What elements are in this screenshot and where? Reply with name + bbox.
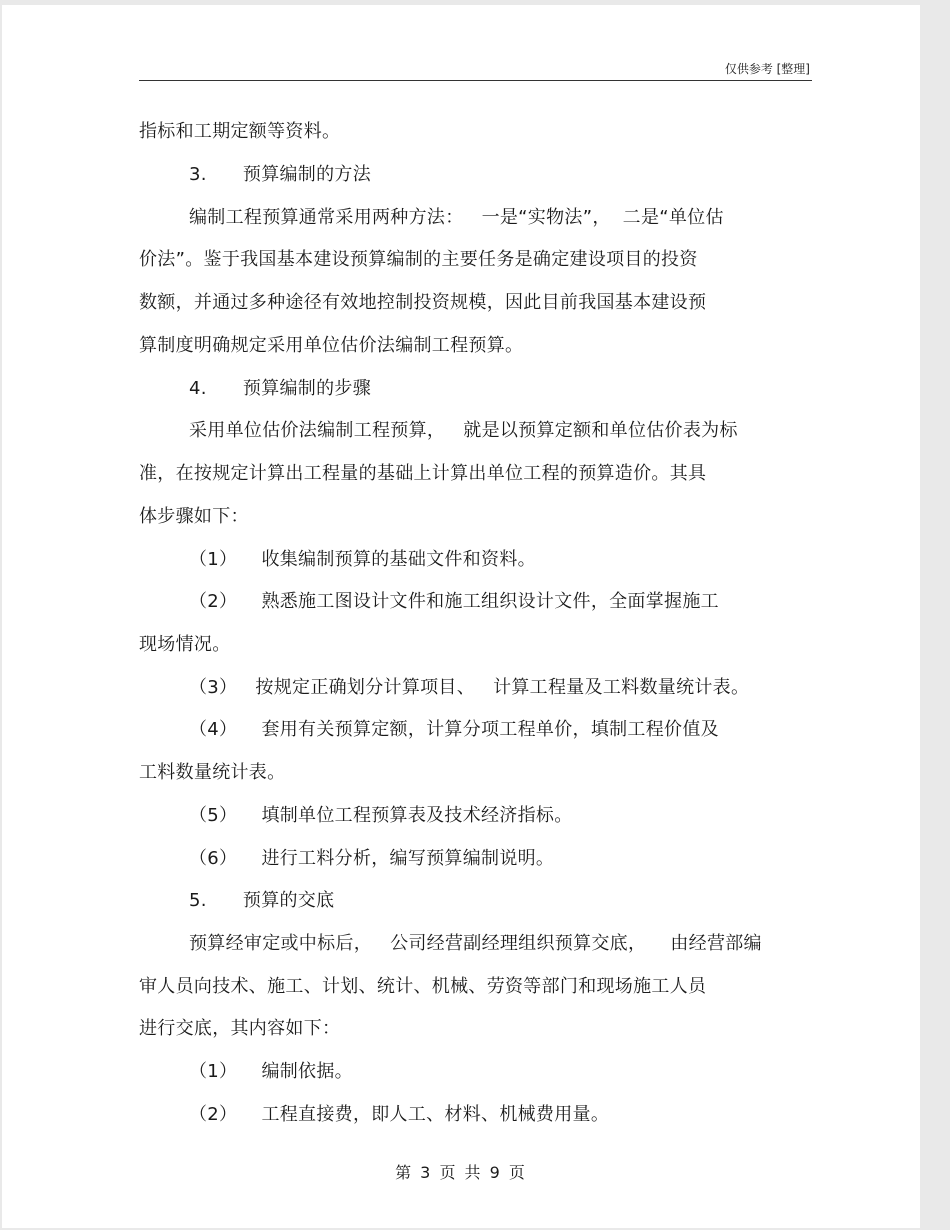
body-line: 算制度明确规定采用单位估价法编制工程预算。 xyxy=(139,335,524,356)
list-item: （6） 进行工料分析，编写预算编制说明。 xyxy=(189,848,555,869)
body-line: 现场情况。 xyxy=(139,634,231,655)
body-line: 准，在按规定计算出工程量的基础上计算出单位工程的预算造价。其具 xyxy=(139,463,707,484)
header-note: 仅供参考 [整理] xyxy=(724,62,810,76)
list-item: （5） 填制单位工程预算表及技术经济指标。 xyxy=(189,805,573,826)
list-item: （3） 按规定正确划分计算项目、 计算工程量及工料数量统计表。 xyxy=(189,677,750,698)
body-line: 工料数量统计表。 xyxy=(139,762,286,783)
body-line: 进行交底，其内容如下： xyxy=(139,1018,341,1039)
body-line: 指标和工期定额等资料。 xyxy=(139,121,341,142)
section-heading: 3. 预算编制的方法 xyxy=(189,164,372,185)
body-line: 采用单位估价法编制工程预算， 就是以预算定额和单位估价表为标 xyxy=(189,420,738,441)
page-number-footer: 第 3 页 共 9 页 xyxy=(395,1163,527,1182)
list-item: （1） 收集编制预算的基础文件和资料。 xyxy=(189,549,536,570)
section-heading: 5. 预算的交底 xyxy=(189,890,335,911)
document-page xyxy=(2,5,920,1228)
body-line: 体步骤如下： xyxy=(139,506,249,527)
body-line: 编制工程预算通常采用两种方法： 一是“实物法”， 二是“单位估 xyxy=(189,207,724,228)
section-heading: 4. 预算编制的步骤 xyxy=(189,378,372,399)
body-line: 数额，并通过多种途径有效地控制投资规模，因此目前我国基本建设预 xyxy=(139,292,707,313)
body-line: 预算经审定或中标后， 公司经营副经理组织预算交底， 由经营部编 xyxy=(189,933,762,954)
list-item: （2） 熟悉施工图设计文件和施工组织设计文件，全面掌握施工 xyxy=(189,591,719,612)
body-line: 审人员向技术、施工、计划、统计、机械、劳资等部门和现场施工人员 xyxy=(139,976,707,997)
list-item: （1） 编制依据。 xyxy=(189,1061,353,1082)
list-item: （2） 工程直接费，即人工、材料、机械费用量。 xyxy=(189,1104,610,1125)
body-line: 价法”。鉴于我国基本建设预算编制的主要任务是确定建设项目的投资 xyxy=(139,249,698,270)
list-item: （4） 套用有关预算定额，计算分项工程单价，填制工程价值及 xyxy=(189,719,719,740)
header-divider xyxy=(139,80,812,81)
